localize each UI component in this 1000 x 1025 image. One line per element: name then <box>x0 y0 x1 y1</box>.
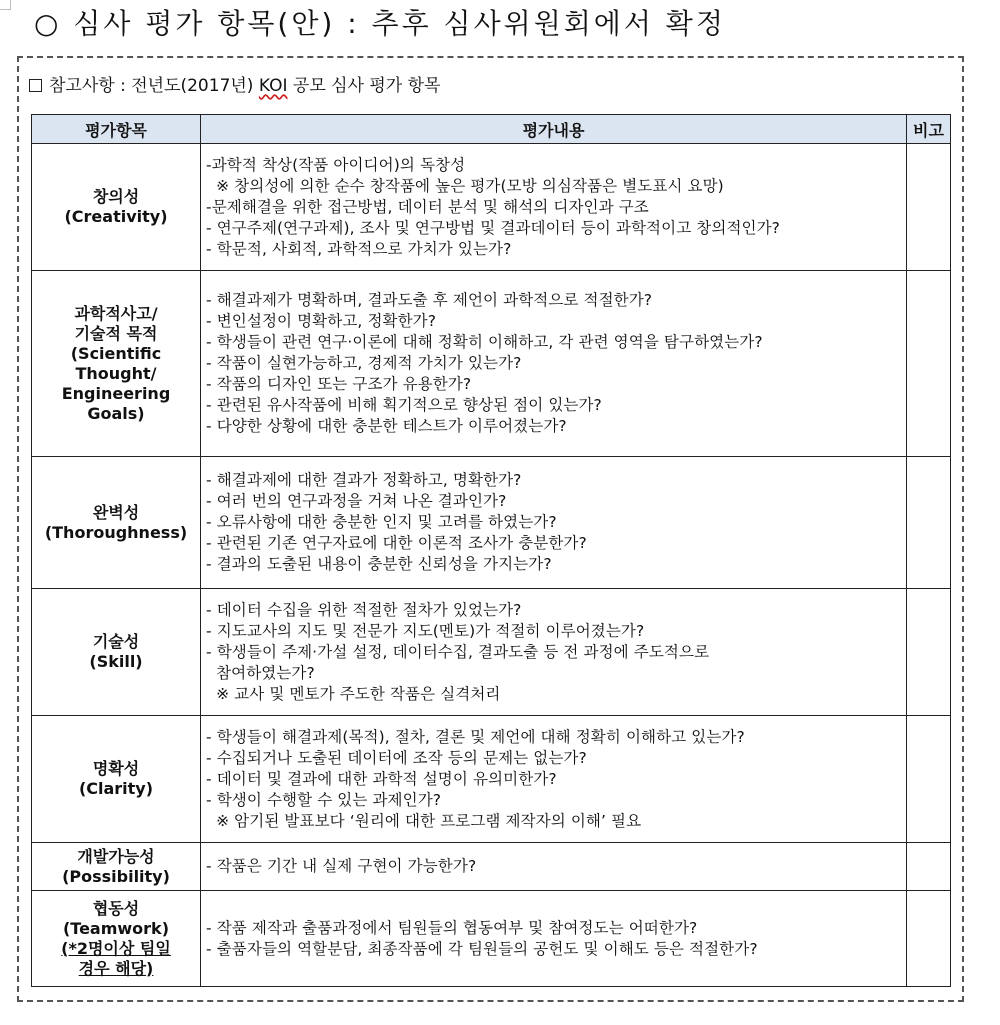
content-teamwork: - 작품 제작과 출품과정에서 팀원들의 협동여부 및 참여정도는 어떠한가? - 출품자들의 역할분담, 최종작품에 각 팀원들의 공헌도 및 이해도 등은 적절한가? <box>201 891 907 987</box>
note-scientific-thought <box>907 271 951 457</box>
criterion-thoroughness: 완벽성 (Thoroughness) <box>32 457 201 589</box>
table-row-skill <box>32 589 951 716</box>
content-thoroughness: - 해결과제에 대한 결과가 정확하고, 명확한가? - 여러 번의 연구과정을 거쳐 나온 결과인가? - 오류사항에 대한 충분한 인지 및 고려를 하였는가? - 관련된 기존 연구자료에 대한 이론적 조사가 충분한가? - 결과의 도출된 내용이 충분한 신뢰성을 가지는가? <box>201 457 907 589</box>
criterion-scientific-thought: 과학적사고/ 기술적 목적 (Scientific Thought/ Engineering Goals) <box>32 271 201 457</box>
content-scientific-thought: - 해결과제가 명확하며, 결과도출 후 제언이 과학적으로 적절한가? - 변인설정이 명확하고, 정확한가? - 학생들이 관련 연구·이론에 대해 정확히 이해하고, 각 관련 영역을 탐구하였는가? - 작품이 실현가능하고, 경제적 가치가 있는가? - 작품의 디자인 또는 구조가 유용한가? - 관련된 유사작품에 비해 획기적으로 향상된 점이 있는가? - 다양한 상황에 대한 충분한 테스트가 이루어졌는가? <box>201 271 907 457</box>
criterion-teamwork: 협동성 (Teamwork) <box>62 898 170 938</box>
table-row-creativity <box>32 144 951 271</box>
table-row-teamwork <box>32 891 951 987</box>
evaluation-table <box>31 114 951 987</box>
header-criterion: 평가항목 <box>32 115 201 144</box>
reference-box <box>17 56 964 1002</box>
note-possibility <box>907 843 951 891</box>
content-skill: - 데이터 수집을 위한 적절한 절차가 있었는가? - 지도교사의 지도 및 전문가 지도(멘토)가 적절히 이루어졌는가? - 학생들이 주제·가설 설정, 데이터수집, 결과도출 등 전 과정에 주도적으로 참여하였는가? ※ 교사 및 멘토가 주도한 작품은 실격처리 <box>201 589 907 716</box>
reference-suffix: 공모 심사 평가 항목 <box>292 76 441 96</box>
table-row-clarity <box>32 716 951 843</box>
content-clarity: - 학생들이 해결과제(목적), 절차, 결론 및 제언에 대해 정확히 이해하고 있는가? - 수집되거나 도출된 데이터에 조작 등의 문제는 없는가? - 데이터 및 결과에 대한 과학적 설명이 유의미한가? - 학생이 수행할 수 있는 과제인가? ※ 암기된 발표보다 ‘원리에 대한 프로그램 제작자의 이해’ 필요 <box>201 716 907 843</box>
section-heading: ○ 심사 평가 항목(안) : 추후 심사위원회에서 확정 <box>34 7 726 40</box>
criterion-creativity: 창의성 (Creativity) <box>32 144 201 271</box>
content-creativity: -과학적 착상(작품 아이디어)의 독창성 ※ 창의성에 의한 순수 창작품에 높은 평가(모방 의심작품은 별도표시 요망) -문제해결을 위한 접근방법, 데이터 분석 및 해석의 디자인과 구조 - 연구주제(연구과제), 조사 및 연구방법 및 결과데이터 등이 과학적이고 창의적인가? - 학문적, 사회적, 과학적으로 가치가 있는가? <box>201 144 907 271</box>
note-clarity <box>907 716 951 843</box>
table-row-possibility <box>32 843 951 891</box>
table-header-row <box>32 115 951 144</box>
reference-line <box>29 71 440 96</box>
table-row-thoroughness <box>32 457 951 589</box>
page-corner-mark <box>0 0 11 10</box>
criterion-teamwork-note: (*2명이상 팀일 경우 해당) <box>61 938 171 978</box>
criterion-skill: 기술성 (Skill) <box>32 589 201 716</box>
reference-prefix: 참고사항 : 전년도(2017년) <box>49 76 254 96</box>
checkbox-square-icon <box>29 79 42 92</box>
reference-koi: KOI <box>258 76 288 96</box>
criterion-teamwork-cell <box>32 891 201 987</box>
content-possibility: - 작품은 기간 내 실제 구현이 가능한가? <box>201 843 907 891</box>
header-note: 비고 <box>907 115 951 144</box>
table-row-scientific-thought <box>32 271 951 457</box>
criterion-possibility: 개발가능성 (Possibility) <box>32 843 201 891</box>
note-skill <box>907 589 951 716</box>
note-teamwork <box>907 891 951 987</box>
note-creativity <box>907 144 951 271</box>
criterion-clarity: 명확성 (Clarity) <box>32 716 201 843</box>
note-thoroughness <box>907 457 951 589</box>
header-content: 평가내용 <box>201 115 907 144</box>
